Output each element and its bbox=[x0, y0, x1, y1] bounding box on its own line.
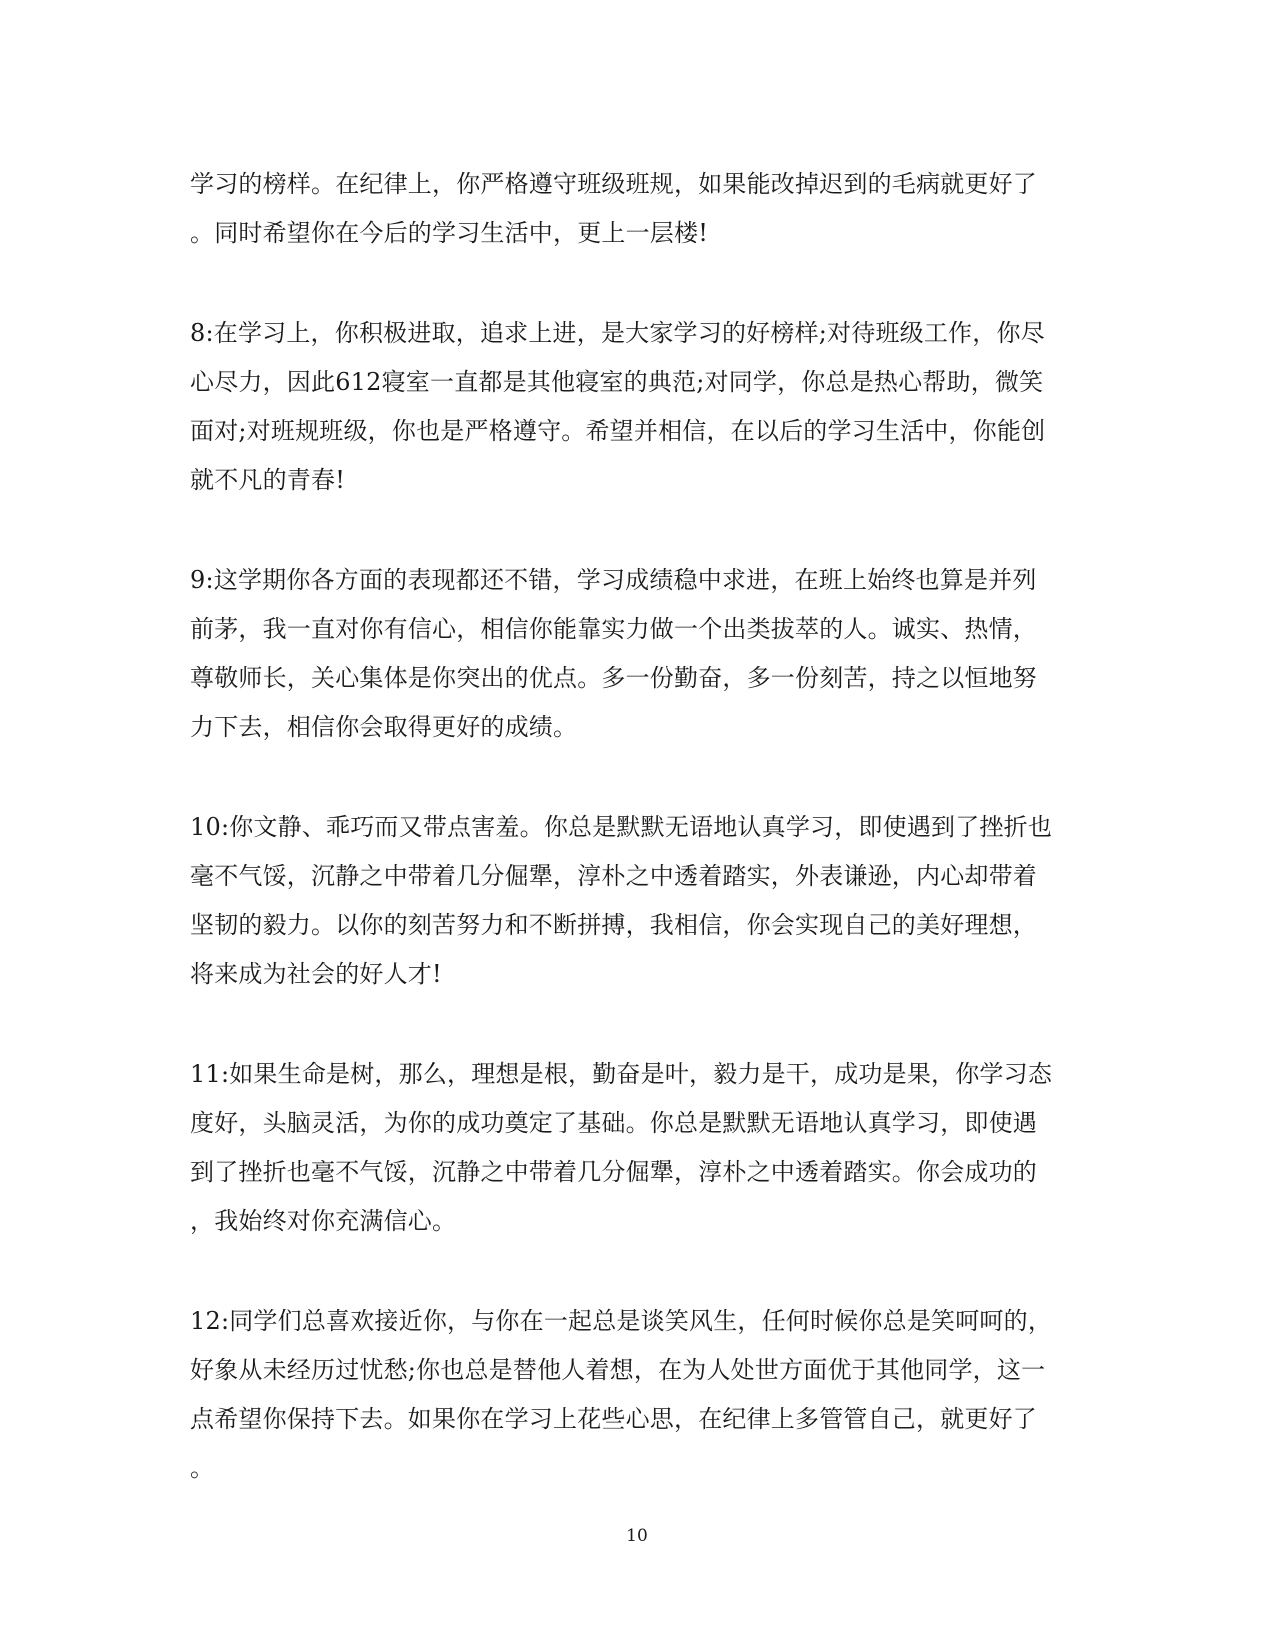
text-line: 前茅，我一直对你有信心，相信你能靠实力做一个出类拔萃的人。诚实、热情， bbox=[190, 615, 1037, 643]
text-line: 心尽力，因此612寝室一直都是其他寝室的典范;对同学，你总是热心帮助，微笑 bbox=[190, 368, 1044, 396]
text-line: 。同时希望你在今后的学习生活中，更上一层楼! bbox=[190, 219, 709, 247]
text-line: 11:如果生命是树，那么，理想是根，勤奋是叶，毅力是干，成功是果，你学习态 bbox=[190, 1060, 1053, 1088]
paragraph-comment-11 bbox=[190, 1050, 1080, 1246]
page-number: 10 bbox=[626, 1526, 648, 1546]
text-line: 到了挫折也毫不气馁，沉静之中带着几分倔犟，淳朴之中透着踏实。你会成功的 bbox=[190, 1158, 1037, 1186]
text-line: 毫不气馁，沉静之中带着几分倔犟，淳朴之中透着踏实，外表谦逊，内心却带着 bbox=[190, 862, 1037, 890]
text-line: 面对;对班规班级，你也是严格遵守。希望并相信，在以后的学习生活中，你能创 bbox=[190, 417, 1046, 445]
text-line: 10:你文静、乖巧而又带点害羞。你总是默默无语地认真学习，即使遇到了挫折也 bbox=[190, 813, 1053, 841]
text-line: 就不凡的青春! bbox=[190, 466, 346, 494]
text-line: 将来成为社会的好人才! bbox=[190, 960, 442, 988]
document-body bbox=[190, 160, 1080, 1544]
text-line: 好象从未经历过忧愁;你也总是替他人着想，在为人处世方面优于其他同学，这一 bbox=[190, 1356, 1046, 1384]
text-line: 尊敬师长，关心集体是你突出的优点。多一份勤奋，多一份刻苦，持之以恒地努 bbox=[190, 664, 1037, 692]
text-line: 。 bbox=[190, 1454, 215, 1482]
text-line: 力下去，相信你会取得更好的成绩。 bbox=[190, 713, 578, 741]
text-line: 12:同学们总喜欢接近你，与你在一起总是谈笑风生，任何时候你总是笑呵呵的， bbox=[190, 1307, 1053, 1335]
text-line: 坚韧的毅力。以你的刻苦努力和不断拼搏，我相信，你会实现自己的美好理想， bbox=[190, 911, 1037, 939]
text-line: 度好，头脑灵活，为你的成功奠定了基础。你总是默默无语地认真学习，即使遇 bbox=[190, 1109, 1037, 1137]
text-line: ，我始终对你充满信心。 bbox=[190, 1207, 457, 1235]
paragraph-comment-10 bbox=[190, 803, 1080, 999]
paragraph-comment-9 bbox=[190, 556, 1080, 752]
paragraph-comment-12 bbox=[190, 1297, 1080, 1493]
text-line: 点希望你保持下去。如果你在学习上花些心思，在纪律上多管管自己，就更好了 bbox=[190, 1405, 1037, 1433]
text-line: 学习的榜样。在纪律上，你严格遵守班级班规，如果能改掉迟到的毛病就更好了 bbox=[190, 170, 1037, 198]
paragraph-comment-8 bbox=[190, 309, 1080, 505]
text-line: 8:在学习上，你积极进取，追求上进，是大家学习的好榜样;对待班级工作，你尽 bbox=[190, 319, 1045, 347]
paragraph-continuation bbox=[190, 160, 1080, 258]
text-line: 9:这学期你各方面的表现都还不错，学习成绩稳中求进，在班上始终也算是并列 bbox=[190, 566, 1037, 594]
